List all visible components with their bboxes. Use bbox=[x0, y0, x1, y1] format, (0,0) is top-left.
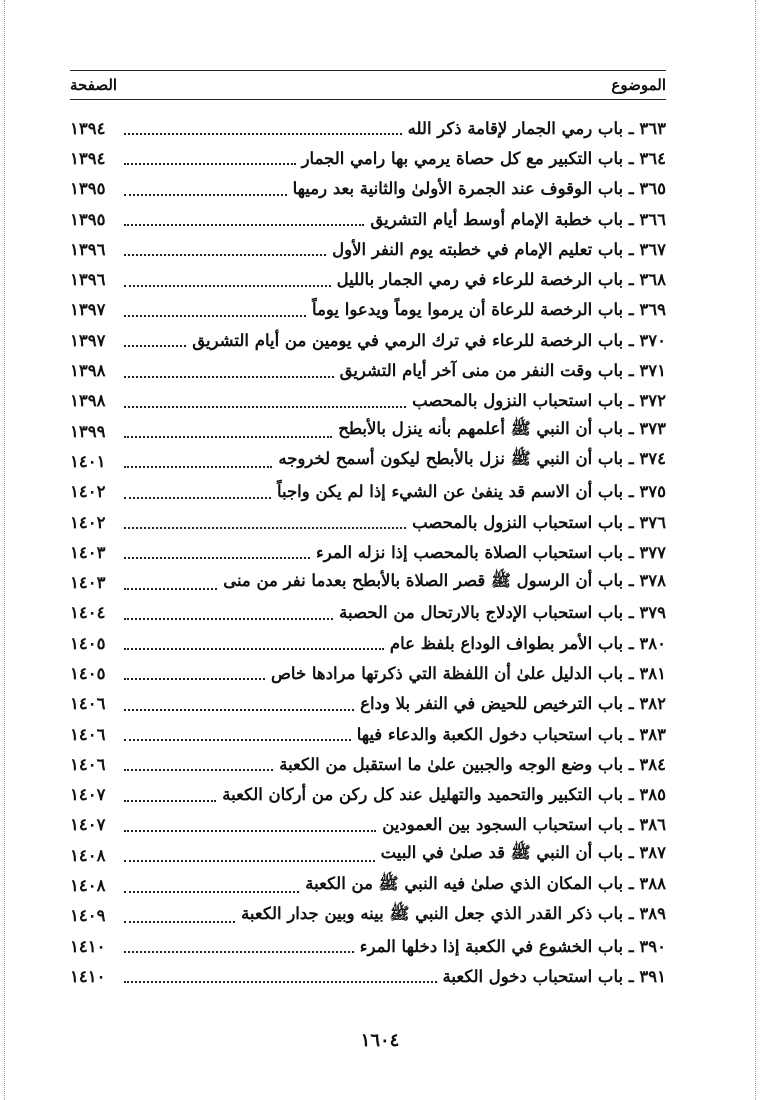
dot-leader bbox=[124, 254, 326, 256]
dot-leader bbox=[124, 527, 406, 529]
toc-entry-page: ١٤٠٣ bbox=[70, 573, 106, 593]
toc-entry-page: ١٤٠٣ bbox=[70, 542, 106, 562]
toc-entry-page: ١٤٠٩ bbox=[70, 906, 106, 926]
dot-leader bbox=[124, 921, 235, 923]
dot-leader bbox=[124, 860, 375, 862]
scan-edge-left bbox=[4, 0, 5, 1100]
dot-leader bbox=[124, 830, 376, 832]
toc-entry bbox=[70, 295, 666, 325]
dot-leader bbox=[124, 800, 216, 802]
toc-entry-page: ١٣٩٤ bbox=[70, 118, 106, 138]
toc-entry-page: ١٣٩٧ bbox=[70, 330, 106, 350]
toc-entry bbox=[70, 416, 666, 446]
toc-entry-page: ١٤٠٢ bbox=[70, 512, 106, 532]
toc-entry-title: ٣٧٠ ـ باب الرخصة للرعاء في ترك الرمي في يومين من أيام التشريق bbox=[192, 330, 666, 350]
toc-entry-page: ١٤٠٨ bbox=[70, 876, 106, 896]
dot-leader bbox=[124, 194, 287, 196]
toc-entry-page: ١٤٠٤ bbox=[70, 603, 106, 623]
toc-entry-page: ١٤٠٦ bbox=[70, 754, 106, 774]
toc-entry bbox=[70, 507, 666, 537]
page-number: ١٦٠٤ bbox=[360, 1030, 400, 1051]
dot-leader bbox=[124, 981, 437, 983]
toc-entry bbox=[70, 598, 666, 628]
toc-entry-page: ١٣٩٧ bbox=[70, 300, 106, 320]
dot-leader bbox=[124, 315, 306, 317]
toc-entry-title: ٣٦٩ ـ باب الرخصة للرعاة أن يرموا يوماً ويدعوا يوماً bbox=[312, 300, 666, 320]
toc-entry-title: ٣٨٧ ـ باب أن النبي ﷺ قد صلىٰ في البيت bbox=[380, 843, 666, 863]
toc-header bbox=[70, 70, 666, 100]
toc-entry-page: ١٤٠٦ bbox=[70, 694, 106, 714]
toc-entry bbox=[70, 537, 666, 567]
scan-edge-right bbox=[755, 0, 756, 1100]
toc-entry bbox=[70, 870, 666, 900]
toc-entry-page: ١٣٩٤ bbox=[70, 148, 106, 168]
toc-entry-title: ٣٧٥ ـ باب أن الاسم قد ينفىٰ عن الشيء إذا لم يكن واجباً bbox=[276, 482, 666, 502]
toc-entry-title: ٣٧٤ ـ باب أن النبي ﷺ نزل بالأبطح ليكون أسمح لخروجه bbox=[278, 449, 666, 469]
toc-entry-title: ٣٨٠ ـ باب الأمر بطواف الوداع بلفظ عام bbox=[389, 633, 666, 653]
toc-entry bbox=[70, 113, 666, 143]
dot-leader bbox=[124, 709, 354, 711]
toc-entry bbox=[70, 264, 666, 294]
dot-leader bbox=[124, 648, 384, 650]
toc-entry-page: ١٣٩٨ bbox=[70, 361, 106, 381]
toc-entry-title: ٣٨٢ ـ باب الترخيص للحيض في النفر بلا وداع bbox=[360, 694, 666, 714]
toc-entry bbox=[70, 234, 666, 264]
toc-entry-title: ٣٨٩ ـ باب ذكر القدر الذي جعل النبي ﷺ بينه وبين جدار الكعبة bbox=[241, 903, 666, 923]
dot-leader bbox=[124, 891, 299, 893]
toc-entry bbox=[70, 901, 666, 931]
toc-entry-title: ٣٨٤ ـ باب وضع الوجه والجبين علىٰ ما استقبل من الكعبة bbox=[279, 754, 666, 774]
toc-entry-page: ١٤٠٥ bbox=[70, 633, 106, 653]
dot-leader bbox=[124, 497, 271, 499]
toc-entry-title: ٣٩١ ـ باب استحباب دخول الكعبة bbox=[442, 966, 666, 986]
toc-entry-title: ٣٦٨ ـ باب الرخصة للرعاء في رمي الجمار بالليل bbox=[336, 270, 666, 290]
toc-entry-title: ٣٨٥ ـ باب التكبير والتحميد والتهليل عند كل ركن من أركان الكعبة bbox=[222, 785, 666, 805]
dot-leader bbox=[124, 376, 334, 378]
toc-entry bbox=[70, 477, 666, 507]
toc-entry bbox=[70, 780, 666, 810]
page-column-label: الصفحة bbox=[70, 76, 118, 94]
toc-entry-title: ٣٨٦ ـ باب استحباب السجود بين العمودين bbox=[382, 815, 666, 835]
toc-entry-title: ٣٧٨ ـ باب أن الرسول ﷺ قصر الصلاة بالأبطح بعدما نفر من منى bbox=[223, 570, 666, 590]
toc-entry-page: ١٣٩٦ bbox=[70, 239, 106, 259]
toc-entry-title: ٣٨٨ ـ باب المكان الذي صلىٰ فيه النبي ﷺ من الكعبة bbox=[305, 873, 666, 893]
toc-entry bbox=[70, 355, 666, 385]
table-of-contents bbox=[70, 113, 666, 992]
dot-leader bbox=[124, 557, 310, 559]
toc-entry-title: ٣٦٥ ـ باب الوقوف عند الجمرة الأولىٰ والثانية بعد رميها bbox=[292, 179, 666, 199]
dot-leader bbox=[124, 769, 273, 771]
toc-entry-title: ٣٨١ ـ باب الدليل علىٰ أن اللفظة التي ذكرتها مرادها خاص bbox=[270, 663, 666, 683]
toc-entry-title: ٣٧٢ ـ باب استحباب النزول بالمحصب bbox=[412, 391, 666, 411]
toc-entry-page: ١٤٠٢ bbox=[70, 482, 106, 502]
dot-leader bbox=[124, 406, 406, 408]
toc-entry-title: ٣٧٩ ـ باب استحباب الإدلاج بالارتحال من الحصبة bbox=[339, 603, 666, 623]
toc-entry bbox=[70, 628, 666, 658]
toc-entry-page: ١٤٠٥ bbox=[70, 663, 106, 683]
toc-entry-title: ٣٦٣ ـ باب رمي الجمار لإقامة ذكر الله bbox=[407, 118, 666, 138]
toc-entry bbox=[70, 386, 666, 416]
toc-entry-title: ٣٦٦ ـ باب خطبة الإمام أوسط أيام التشريق bbox=[370, 209, 666, 229]
dot-leader bbox=[124, 466, 272, 468]
toc-entry-title: ٣٦٧ ـ باب تعليم الإمام في خطبته يوم النفر الأول bbox=[332, 239, 666, 259]
toc-entry-page: ١٤٠١ bbox=[70, 451, 106, 471]
toc-entry bbox=[70, 749, 666, 779]
toc-entry bbox=[70, 719, 666, 749]
toc-entry-title: ٣٩٠ ـ باب الخشوع في الكعبة إذا دخلها المرء bbox=[359, 936, 666, 956]
toc-entry-page: ١٣٩٩ bbox=[70, 421, 106, 441]
dot-leader bbox=[124, 678, 265, 680]
toc-entry-title: ٣٧٦ ـ باب استحباب النزول بالمحصب bbox=[412, 512, 666, 532]
toc-entry bbox=[70, 143, 666, 173]
toc-entry bbox=[70, 204, 666, 234]
toc-entry-page: ١٤١٠ bbox=[70, 936, 106, 956]
toc-entry bbox=[70, 325, 666, 355]
topic-column-label: الموضوع bbox=[611, 76, 666, 94]
dot-leader bbox=[124, 951, 354, 953]
toc-entry-title: ٣٨٣ ـ باب استحباب دخول الكعبة والدعاء فيها bbox=[356, 724, 666, 744]
dot-leader bbox=[124, 618, 333, 620]
dot-leader bbox=[124, 163, 296, 165]
toc-entry-title: ٣٦٤ ـ باب التكبير مع كل حصاة يرمي بها رامي الجمار bbox=[301, 148, 666, 168]
toc-entry bbox=[70, 658, 666, 688]
toc-entry-page: ١٣٩٨ bbox=[70, 391, 106, 411]
dot-leader bbox=[124, 345, 186, 347]
toc-entry bbox=[70, 961, 666, 991]
toc-entry bbox=[70, 174, 666, 204]
toc-entry-title: ٣٧٧ ـ باب استحباب الصلاة بالمحصب إذا نزله المرء bbox=[316, 542, 666, 562]
dot-leader bbox=[124, 436, 332, 438]
toc-entry bbox=[70, 810, 666, 840]
dot-leader bbox=[124, 133, 402, 135]
toc-entry bbox=[70, 689, 666, 719]
toc-entry-page: ١٣٩٥ bbox=[70, 209, 106, 229]
toc-entry bbox=[70, 446, 666, 476]
dot-leader bbox=[124, 588, 217, 590]
toc-entry-page: ١٣٩٥ bbox=[70, 179, 106, 199]
toc-entry-page: ١٤٠٦ bbox=[70, 724, 106, 744]
toc-entry bbox=[70, 567, 666, 597]
toc-entry bbox=[70, 840, 666, 870]
toc-entry-page: ١٤٠٧ bbox=[70, 785, 106, 805]
toc-entry-page: ١٤٠٨ bbox=[70, 845, 106, 865]
toc-entry-title: ٣٧٣ ـ باب أن النبي ﷺ أعلمهم بأنه ينزل بالأبطح bbox=[338, 419, 666, 439]
toc-entry-page: ١٤٠٧ bbox=[70, 815, 106, 835]
toc-entry-page: ١٤١٠ bbox=[70, 966, 106, 986]
dot-leader bbox=[124, 224, 364, 226]
toc-entry-title: ٣٧١ ـ باب وقت النفر من منى آخر أيام التشريق bbox=[339, 361, 666, 381]
dot-leader bbox=[124, 285, 331, 287]
toc-entry bbox=[70, 931, 666, 961]
toc-entry-page: ١٣٩٦ bbox=[70, 270, 106, 290]
dot-leader bbox=[124, 739, 351, 741]
